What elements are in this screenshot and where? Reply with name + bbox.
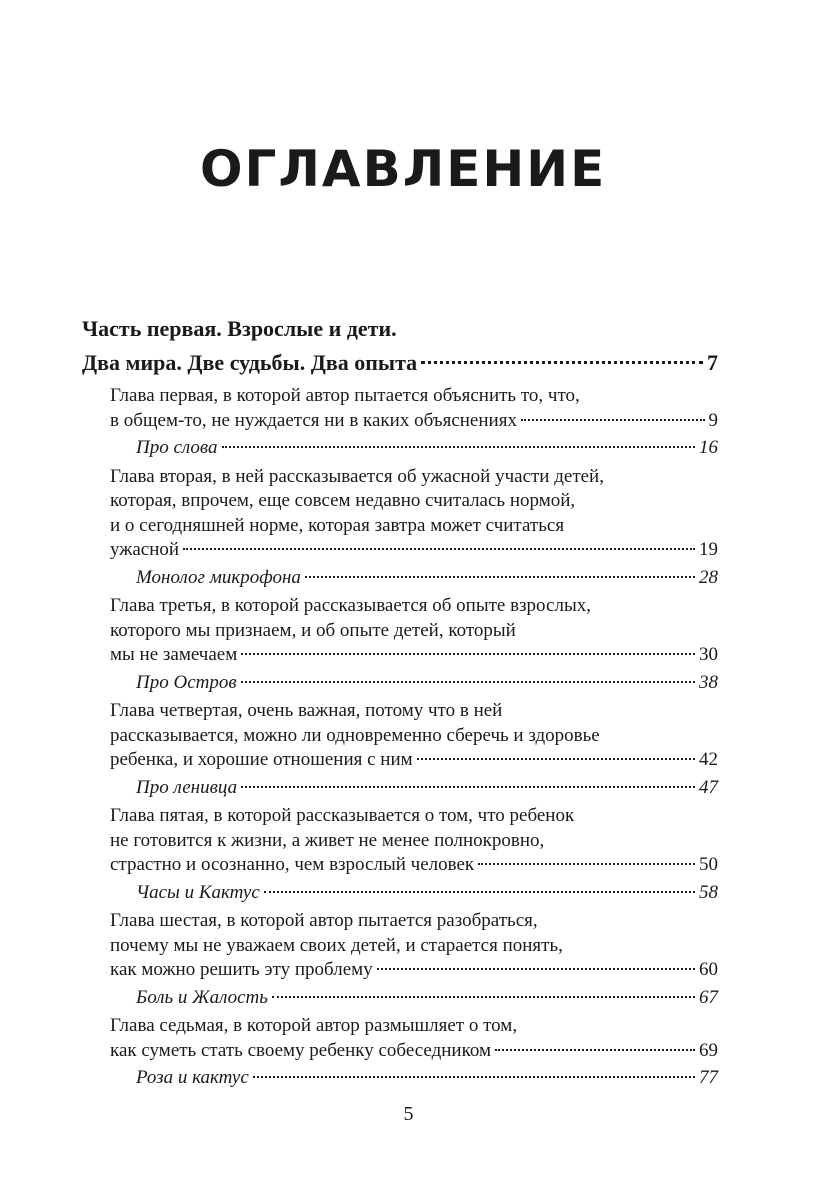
sub-entry-page-number: 77 [699, 1067, 718, 1088]
dot-leader [241, 681, 695, 683]
chapter-title-line: не готовится к жизни, а живет не менее полнокровно, [110, 829, 545, 851]
part-entry-row [82, 346, 718, 380]
chapter-entry [110, 804, 718, 878]
sub-entry-title: Про Остров [136, 671, 237, 693]
dot-leader [183, 548, 695, 550]
chapter-title-line: в общем-то, не нуждается ни в каких объяснениях [110, 409, 517, 431]
sub-entry-page-number: 58 [699, 881, 718, 903]
dot-leader [264, 891, 695, 893]
chapter-page-number: 42 [699, 749, 718, 770]
chapter-entry [110, 909, 718, 983]
sub-entry-page-number: 16 [699, 437, 718, 458]
chapter-title-line: страстно и осознанно, чем взрослый человек [110, 854, 475, 875]
chapter-page-number: 60 [699, 959, 718, 980]
sub-entry [136, 1066, 718, 1091]
chapter-list [82, 384, 718, 1091]
dot-leader [521, 419, 705, 421]
dot-leader [478, 863, 695, 865]
chapter-entry [110, 384, 718, 433]
sub-entry-page-number: 67 [699, 986, 718, 1008]
chapter-entry [110, 594, 718, 668]
dot-leader [222, 446, 695, 448]
dot-leader [417, 758, 695, 760]
chapter-page-number: 19 [699, 539, 718, 560]
sub-entry [136, 436, 718, 461]
chapter-title-line: Глава седьмая, в которой автор размышляет о том, [110, 1015, 518, 1036]
chapter-title-line: рассказывается, можно ли одновременно сберечь и здоровье [110, 724, 600, 746]
chapter-title-line: ребенка, и хорошие отношения с ним [110, 749, 413, 770]
sub-entry-page-number: 28 [699, 566, 718, 588]
chapter-title-line: которая, впрочем, еще совсем недавно считалась нормой, [110, 490, 576, 511]
chapter-entry [110, 1014, 718, 1063]
chapter-title-line: как суметь стать своему ребенку собеседником [110, 1039, 492, 1061]
dot-leader [421, 361, 703, 364]
chapter-page-number: 69 [699, 1039, 718, 1061]
dot-leader [377, 968, 695, 970]
chapter-title-line: как можно решить эту проблему [110, 959, 373, 980]
dot-leader [272, 996, 695, 998]
dot-leader [253, 1076, 695, 1078]
chapter-title-line: Глава пятая, в которой рассказывается о том, что ребенок [110, 805, 575, 826]
sub-entry-title: Часы и Кактус [136, 881, 260, 903]
chapter-last-line-row [110, 643, 718, 668]
chapter-title-line: Глава четвертая, очень важная, потому что в ней [110, 700, 503, 721]
sub-entry-title: Монолог микрофона [136, 566, 301, 588]
chapter-title-line: Глава шестая, в которой автор пытается разобраться, [110, 910, 538, 931]
part-subtitle: Два мира. Две судьбы. Два опыта [82, 350, 418, 375]
sub-entry-title: Про ленивца [136, 776, 238, 798]
page-title: ОГЛАВЛЕНИЕ [200, 140, 607, 198]
part-page-number: 7 [707, 350, 718, 375]
chapter-title-line: которого мы признаем, и об опыте детей, который [110, 619, 516, 641]
sub-entry-title: Роза и кактус [136, 1067, 249, 1088]
chapter-entry [110, 465, 718, 563]
chapter-entry [110, 699, 718, 773]
dot-leader [495, 1049, 695, 1051]
dot-leader [241, 786, 695, 788]
sub-entry [136, 566, 718, 591]
sub-entry [136, 881, 718, 906]
chapter-last-line-row [110, 538, 718, 563]
dot-leader [305, 576, 695, 578]
chapter-last-line-row [110, 1039, 718, 1064]
sub-entry [136, 776, 718, 801]
sub-entry-title: Про слова [136, 437, 218, 458]
part-title-line: Часть первая. Взрослые и дети. [82, 316, 397, 341]
chapter-page-number: 50 [699, 854, 718, 875]
chapter-title-line: мы не замечаем [110, 644, 238, 665]
chapter-title-line: ужасной [110, 539, 180, 560]
chapter-last-line-row [110, 409, 718, 434]
dot-leader [241, 653, 695, 655]
sub-entry-title: Боль и Жалость [136, 986, 268, 1008]
sub-entry [136, 986, 718, 1011]
chapter-page-number: 9 [708, 409, 718, 431]
chapter-title-line: Глава первая, в которой автор пытается объяснить то, что, [110, 385, 580, 406]
part-heading [82, 312, 718, 380]
chapter-page-number: 30 [699, 644, 718, 665]
sub-entry-page-number: 38 [699, 671, 718, 693]
chapter-title-line: Глава вторая, в ней рассказывается об ужасной участи детей, [110, 465, 604, 487]
table-of-contents [82, 312, 718, 1091]
chapter-title-line: и о сегодняшней норме, которая завтра может считаться [110, 514, 565, 536]
chapter-title-line: Глава третья, в которой рассказывается об опыте взрослых, [110, 595, 591, 616]
page-number: 5 [403, 1103, 414, 1125]
chapter-last-line-row [110, 958, 718, 983]
chapter-title-line: почему мы не уважаем своих детей, и старается понять, [110, 934, 563, 956]
chapter-last-line-row [110, 853, 718, 878]
chapter-last-line-row [110, 748, 718, 773]
sub-entry [136, 671, 718, 696]
sub-entry-page-number: 47 [699, 776, 718, 798]
